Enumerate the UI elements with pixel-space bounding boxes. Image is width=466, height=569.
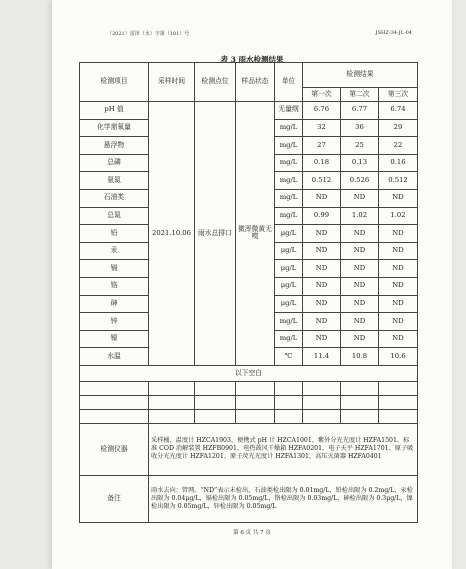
unit-cell: mg/L	[275, 313, 303, 331]
report-page	[52, 0, 452, 569]
empty-row	[80, 395, 418, 409]
result-first: ND	[303, 295, 341, 313]
rainwater-results-table	[79, 62, 418, 523]
col-header-results: 检测结果	[303, 63, 418, 88]
unit-cell: mg/L	[275, 330, 303, 348]
result-third: ND	[379, 189, 418, 207]
result-first: 32	[303, 119, 341, 137]
result-first: ND	[303, 277, 341, 295]
item-name: 砷	[80, 295, 149, 313]
result-first: ND	[303, 189, 341, 207]
unit-cell: μg/L	[275, 295, 303, 313]
empty-cell	[80, 381, 149, 395]
result-first: 11.4	[303, 348, 341, 366]
result-second: ND	[341, 313, 379, 331]
result-second: ND	[341, 330, 379, 348]
empty-cell	[303, 409, 341, 423]
empty-cell	[236, 381, 275, 395]
unit-cell: mg/L	[275, 207, 303, 225]
item-name: 悬浮物	[80, 137, 149, 155]
page-footer: 第 6 页 共 7 页	[233, 530, 271, 536]
item-name: 总氮	[80, 207, 149, 225]
empty-row	[80, 381, 418, 395]
item-name: 铬	[80, 277, 149, 295]
result-second: ND	[341, 277, 379, 295]
result-first: 0.99	[303, 207, 341, 225]
result-third: ND	[379, 313, 418, 331]
item-name: 氨氮	[80, 172, 149, 190]
result-first: ND	[303, 225, 341, 243]
empty-cell	[236, 409, 275, 423]
unit-cell: mg/L	[275, 137, 303, 155]
empty-cell	[275, 395, 303, 409]
result-second: 0.13	[341, 154, 379, 172]
table-row	[80, 102, 418, 120]
result-first: ND	[303, 260, 341, 278]
unit-cell: μg/L	[275, 277, 303, 295]
result-third: ND	[379, 260, 418, 278]
empty-cell	[195, 381, 236, 395]
empty-cell	[379, 409, 418, 423]
item-name: pH 值	[80, 102, 149, 120]
col-header-item: 检测项目	[80, 63, 149, 102]
unit-cell: μg/L	[275, 260, 303, 278]
sample-time: 2021.10.06	[149, 102, 195, 366]
empty-cell	[275, 381, 303, 395]
empty-cell	[341, 381, 379, 395]
empty-cell	[379, 395, 418, 409]
result-first: ND	[303, 330, 341, 348]
unit-cell: mg/L	[275, 172, 303, 190]
item-name: 锌	[80, 313, 149, 331]
result-second: 25	[341, 137, 379, 155]
unit-cell: mg/L	[275, 119, 303, 137]
item-name: 化学需氧量	[80, 119, 149, 137]
result-second: ND	[341, 260, 379, 278]
result-second: 10.8	[341, 348, 379, 366]
empty-cell	[195, 409, 236, 423]
result-third: ND	[379, 330, 418, 348]
result-second: 6.77	[341, 102, 379, 120]
col-header-second: 第二次	[341, 88, 379, 102]
item-name: 总磷	[80, 154, 149, 172]
empty-cell	[149, 381, 195, 395]
item-name: 水温	[80, 348, 149, 366]
result-second: ND	[341, 295, 379, 313]
col-header-third: 第三次	[379, 88, 418, 102]
instruments-text: 采样桶、温度计 HZCA1903、便携式 pH 计 HZCA1001、紫外分光光度计 HZFA1501、标准 COD 消解装置 HZFB0901、电热鼓风干燥箱 HZFA0201、电子天平 HZFA1701、原子吸收分光光度计 HZFA1201、原子荧光光度计 HZFA1301、高压灭菌器 HZFA0401	[149, 423, 418, 475]
result-third: 6.74	[379, 102, 418, 120]
result-third: 0.16	[379, 154, 418, 172]
result-third: 29	[379, 119, 418, 137]
item-name: 铅	[80, 225, 149, 243]
instruments-label: 检测仪器	[80, 423, 149, 475]
result-second: ND	[341, 242, 379, 260]
empty-cell	[379, 381, 418, 395]
form-code: JSHZ-34-JL-04	[375, 30, 412, 36]
result-second: 1.02	[341, 207, 379, 225]
col-header-state: 样品状态	[236, 63, 275, 102]
empty-cell	[303, 381, 341, 395]
result-first: ND	[303, 242, 341, 260]
instruments-row	[80, 423, 418, 475]
table-title: 表 3 雨水检测结果	[220, 55, 284, 64]
result-first: 0.18	[303, 154, 341, 172]
empty-cell	[275, 409, 303, 423]
unit-cell: ℃	[275, 348, 303, 366]
result-first: 0.512	[303, 172, 341, 190]
unit-cell: mg/L	[275, 189, 303, 207]
empty-cell	[303, 395, 341, 409]
result-first: 6.76	[303, 102, 341, 120]
result-third: 0.512	[379, 172, 418, 190]
sample-point: 雨水总排口	[195, 102, 236, 366]
result-second: ND	[341, 225, 379, 243]
col-header-point: 检测点位	[195, 63, 236, 102]
result-third: 1.02	[379, 207, 418, 225]
item-name: 石油类	[80, 189, 149, 207]
item-name: 镍	[80, 330, 149, 348]
result-third: 10.6	[379, 348, 418, 366]
col-header-first: 第一次	[303, 88, 341, 102]
empty-cell	[80, 409, 149, 423]
result-third: ND	[379, 242, 418, 260]
result-third: ND	[379, 295, 418, 313]
sample-state: 微浑微黄无嗅	[236, 102, 275, 366]
result-second: 36	[341, 119, 379, 137]
remarks-label: 备注	[80, 475, 149, 522]
remarks-text: 雨水去向：管网。“ND”表示未检出，石油类检出限为 0.01mg/L，铅检出限为 0.2mg/L，汞检出限为 0.04μg/L，镉检出限为 0.05mg/L，铬检出限为 0.03mg/L，砷检出限为 0.3μg/L，镍检出限为 0.05mg/L，锌检出限为 0.05mg/L	[149, 475, 418, 522]
blank-row	[80, 365, 418, 381]
remarks-row	[80, 475, 418, 522]
col-header-time: 采样时间	[149, 63, 195, 102]
empty-cell	[341, 395, 379, 409]
empty-cell	[341, 409, 379, 423]
unit-cell: mg/L	[275, 154, 303, 172]
result-second: 0.526	[341, 172, 379, 190]
result-first: ND	[303, 313, 341, 331]
empty-cell	[149, 395, 195, 409]
unit-cell: μg/L	[275, 225, 303, 243]
result-third: 22	[379, 137, 418, 155]
empty-cell	[195, 395, 236, 409]
empty-cell	[80, 395, 149, 409]
result-second: ND	[341, 189, 379, 207]
result-third: ND	[379, 225, 418, 243]
item-name: 汞	[80, 242, 149, 260]
col-header-unit: 单位	[275, 63, 303, 102]
result-third: ND	[379, 277, 418, 295]
empty-row	[80, 409, 418, 423]
result-first: 27	[303, 137, 341, 155]
empty-cell	[149, 409, 195, 423]
item-name: 镉	[80, 260, 149, 278]
unit-cell: 无量纲	[275, 102, 303, 120]
report-number: （2021）雷泽（水）字第（181）号	[107, 31, 190, 37]
empty-cell	[236, 395, 275, 409]
unit-cell: μg/L	[275, 242, 303, 260]
blank-marker: 以下空白	[80, 365, 418, 381]
